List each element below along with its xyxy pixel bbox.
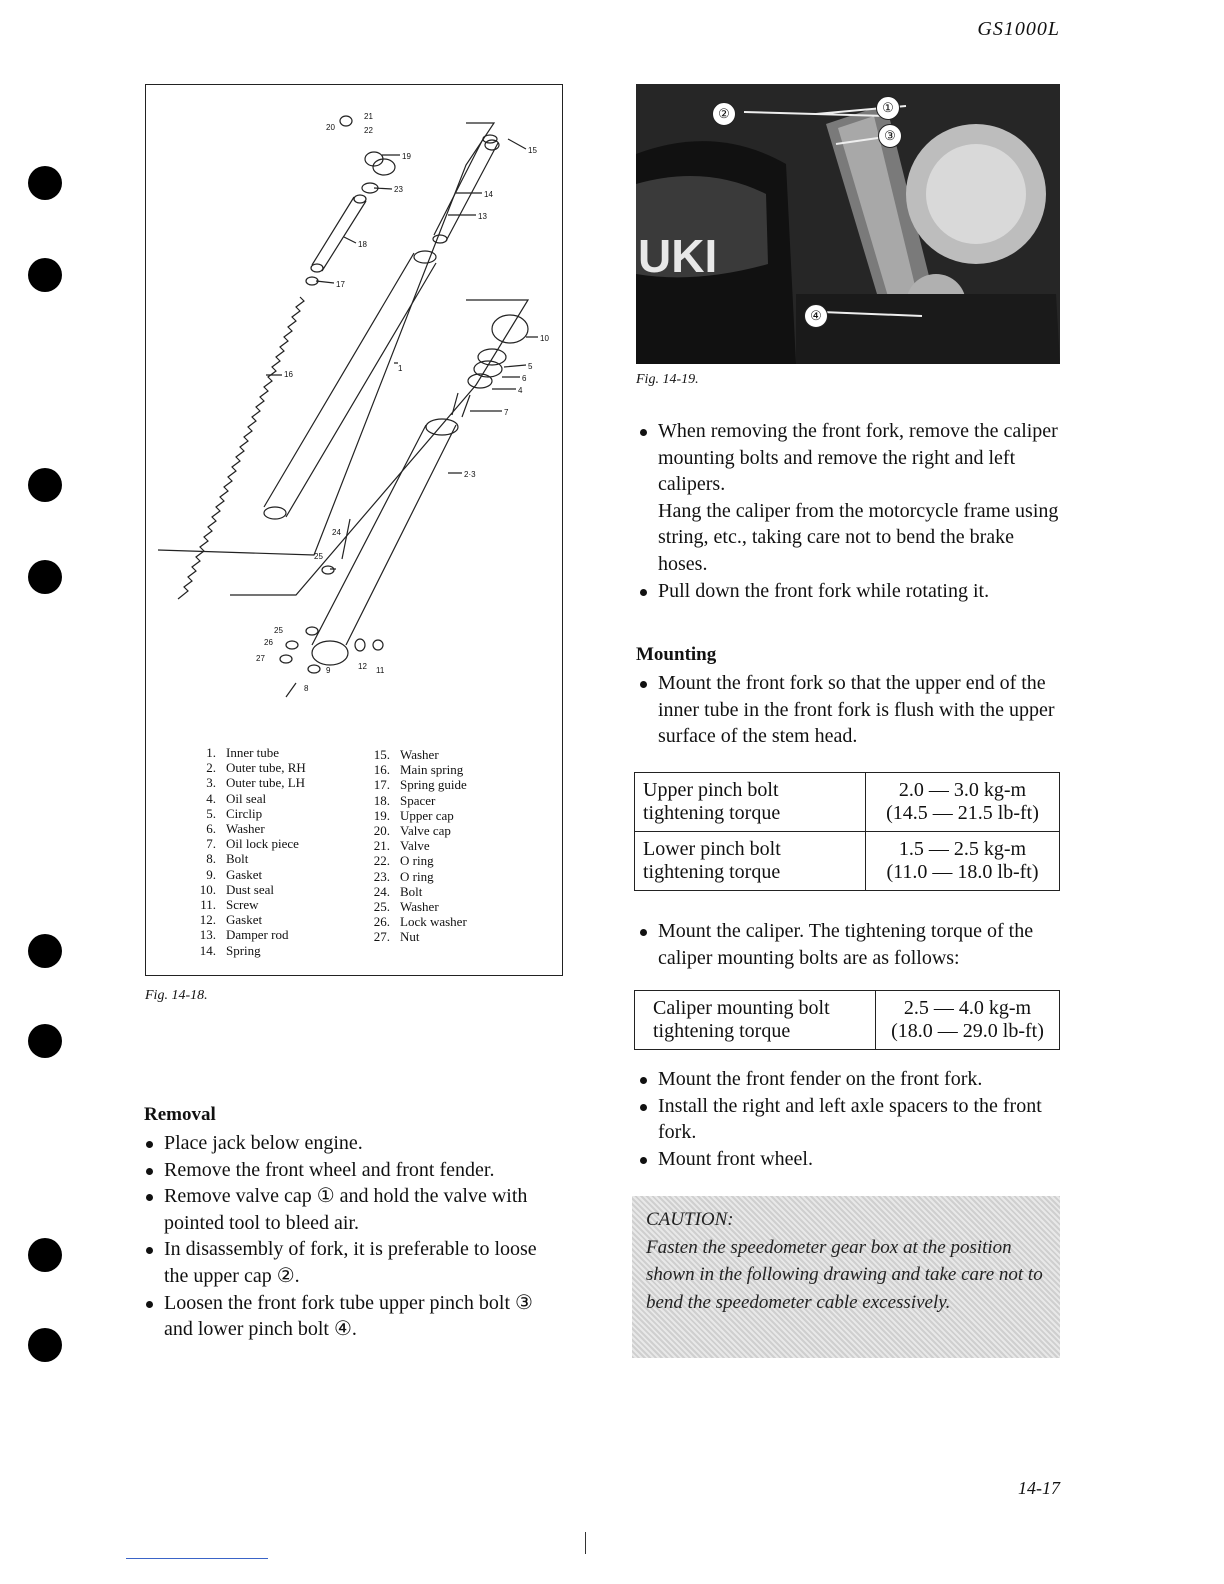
tank-logo-text: UKI xyxy=(638,230,718,282)
diagram-label: 17 xyxy=(336,280,345,289)
diagram-label: 22 xyxy=(364,126,373,135)
binder-hole xyxy=(28,258,62,292)
diagram-label: 20 xyxy=(326,123,335,132)
caliper-torque-table xyxy=(634,990,1060,1050)
pinch-bolt-torque-table xyxy=(634,772,1060,891)
diagram-label: 12 xyxy=(358,662,367,671)
torque-value: 2.0 — 3.0 kg-m (14.5 — 21.5 lb-ft) xyxy=(866,773,1060,832)
binder-hole xyxy=(28,468,62,502)
diagram-label: 6 xyxy=(522,374,527,383)
torque-item: Lower pinch bolt tightening torque xyxy=(635,832,866,891)
diagram-label: 9 xyxy=(326,666,331,675)
final-mounting-steps xyxy=(636,1066,1060,1172)
bullet-item: Mount front wheel. xyxy=(636,1146,1060,1173)
diagram-label: 15 xyxy=(528,146,537,155)
bullet-item: Place jack below engine. xyxy=(142,1130,562,1157)
diagram-label: 10 xyxy=(540,334,549,343)
binder-hole xyxy=(28,1238,62,1272)
bullet-item: In disassembly of fork, it is preferable to loose the upper cap ②. xyxy=(142,1236,562,1289)
mounting-notes xyxy=(636,670,1060,750)
caution-title: CAUTION: xyxy=(646,1209,734,1230)
torque-item: Upper pinch bolt tightening torque xyxy=(635,773,866,832)
caliper-note xyxy=(636,918,1060,971)
diagram-label: 23 xyxy=(394,185,403,194)
diagram-label: 4 xyxy=(518,386,523,395)
diagram-label: 7 xyxy=(504,408,509,417)
removal-notes xyxy=(636,418,1060,604)
figure-caption: Fig. 14-18. xyxy=(145,988,208,1003)
bullet-item: Install the right and left axle spacers to the front fork. xyxy=(636,1093,1060,1146)
bullet-item: Remove valve cap ① and hold the valve with pointed tool to bleed air. xyxy=(142,1183,562,1236)
bullet-item: Mount the caliper. The tightening torque of the caliper mounting bolts are as follows: xyxy=(636,918,1060,971)
diagram-label: 27 xyxy=(256,654,265,663)
divider xyxy=(126,1558,268,1559)
parts-list-left: 1. Inner tube 2. Outer tube, RH 3. Outer tube, LH 4. Oil seal 5. Circlip 6. Washer 7. Oil lock piece 8. Bolt 9. Gasket 10. Dust seal 11. Screw 12. Gasket 13. Damper rod 14. Spring xyxy=(199,745,306,958)
diagram-label: 16 xyxy=(284,370,293,379)
removal-steps xyxy=(142,1130,562,1343)
bullet-item: Pull down the front fork while rotating it. xyxy=(636,578,1060,605)
diagram-label: 25 xyxy=(314,552,323,561)
exploded-fork-diagram xyxy=(145,84,563,976)
diagram-label: 5 xyxy=(528,362,533,371)
mounting-heading: Mounting xyxy=(636,644,717,665)
callout-3: ③ xyxy=(878,124,902,148)
diagram-label: 13 xyxy=(478,212,487,221)
diagram-label: 14 xyxy=(484,190,493,199)
photo-illustration xyxy=(636,84,1060,364)
torque-value: 2.5 — 4.0 kg-m (18.0 — 29.0 lb-ft) xyxy=(876,991,1060,1050)
diagram-label: 21 xyxy=(364,112,373,121)
model-header: GS1000L xyxy=(977,18,1060,40)
parts-list-right: 15. Washer 16. Main spring 17. Spring guide 18. Spacer 19. Upper cap 20. Valve cap 21. Valve 22. O ring 23. O ring 24. Bolt 25. Washer 26. Lock washer 27. Nut xyxy=(373,747,467,945)
divider xyxy=(585,1532,586,1554)
diagram-label: 26 xyxy=(264,638,273,647)
fork-photo xyxy=(636,84,1060,364)
diagram-label: 11 xyxy=(376,666,385,675)
figure-caption: Fig. 14-19. xyxy=(636,372,699,387)
callout-1: ① xyxy=(876,96,900,120)
diagram-label: 19 xyxy=(402,152,411,161)
binder-hole xyxy=(28,934,62,968)
binder-hole xyxy=(28,1328,62,1362)
bullet-item: Mount the front fork so that the upper end of the inner tube in the front fork is flush with the upper surface of the stem head. xyxy=(636,670,1060,750)
bullet-item: Loosen the front fork tube upper pinch bolt ③ and lower pinch bolt ④. xyxy=(142,1290,562,1343)
binder-hole xyxy=(28,1024,62,1058)
diagram-label: 1 xyxy=(398,364,403,373)
diagram-label: 8 xyxy=(304,684,309,693)
caution-box xyxy=(632,1196,1060,1358)
torque-item: Caliper mounting bolt tightening torque xyxy=(635,991,876,1050)
binder-hole xyxy=(28,166,62,200)
bullet-item: When removing the front fork, remove the caliper mounting bolts and remove the right and left calipers. xyxy=(636,418,1060,498)
callout-2: ② xyxy=(712,102,736,126)
removal-heading: Removal xyxy=(144,1104,216,1125)
binder-hole xyxy=(28,560,62,594)
bullet-item: Remove the front wheel and front fender. xyxy=(142,1157,562,1184)
paragraph: Hang the caliper from the motorcycle frame using string, etc., taking care not to bend the brake hoses. xyxy=(658,499,1059,575)
diagram-label: 2·3 xyxy=(464,470,476,479)
page-number: 14-17 xyxy=(1018,1478,1060,1498)
diagram-label: 24 xyxy=(332,528,341,537)
caution-text: Fasten the speedometer gear box at the position shown in the following drawing and take care not to bend the speedometer cable excessively. xyxy=(646,1236,1043,1313)
table-row xyxy=(635,832,1060,891)
torque-value: 1.5 — 2.5 kg-m (11.0 — 18.0 lb-ft) xyxy=(866,832,1060,891)
callout-4: ④ xyxy=(804,304,828,328)
table-row xyxy=(635,773,1060,832)
table-row xyxy=(635,991,1060,1050)
diagram-label: 18 xyxy=(358,240,367,249)
bullet-item: Mount the front fender on the front fork. xyxy=(636,1066,1060,1093)
diagram-label: 25 xyxy=(274,626,283,635)
